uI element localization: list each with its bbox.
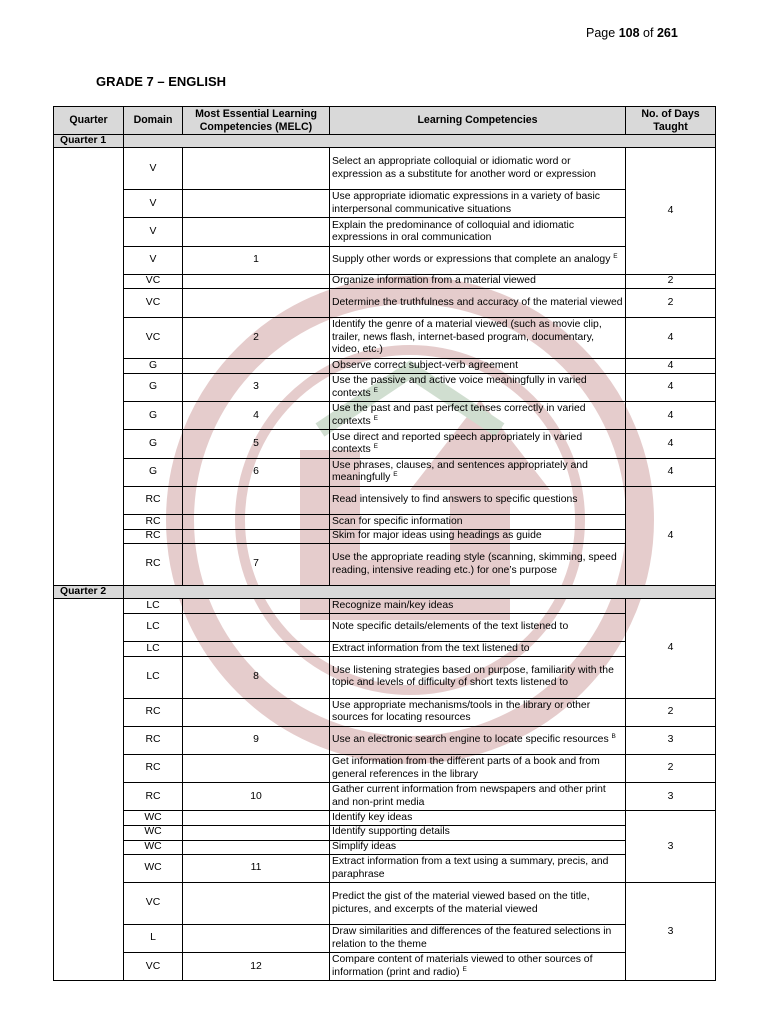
- melc-number-cell: 6: [183, 458, 330, 486]
- competency-text: Use appropriate idiomatic expressions in a variety of basic interpersonal communicative situations: [332, 191, 600, 215]
- domain-cell: RC: [124, 783, 183, 811]
- domain-cell: G: [124, 374, 183, 402]
- melc-number-cell: [183, 614, 330, 642]
- competency-row: [54, 289, 716, 317]
- domain-cell: RC: [124, 726, 183, 754]
- competency-cell: [330, 529, 626, 544]
- competency-text: Use the past and past perfect tenses correctly in varied contexts: [332, 403, 586, 427]
- competency-row: [54, 840, 716, 855]
- days-cell: 2: [626, 289, 716, 317]
- quarter-cell: [54, 148, 124, 585]
- competency-row: [54, 529, 716, 544]
- melc-number-cell: 3: [183, 374, 330, 402]
- competency-cell: [330, 289, 626, 317]
- competency-row: [54, 486, 716, 514]
- domain-cell: G: [124, 402, 183, 430]
- header-domain: Domain: [124, 107, 183, 135]
- competency-text: Skim for major ideas using headings as guide: [332, 530, 542, 542]
- domain-cell: WC: [124, 840, 183, 855]
- competency-text: Determine the truthfulness and accuracy of the material viewed: [332, 296, 623, 308]
- melc-number-cell: [183, 811, 330, 826]
- melc-number-cell: [183, 218, 330, 246]
- days-cell: 2: [626, 274, 716, 289]
- melc-number-cell: [183, 599, 330, 614]
- competency-text: Get information from the different parts of a book and from general references in the library: [332, 756, 600, 780]
- domain-cell: RC: [124, 754, 183, 782]
- competency-row: [54, 925, 716, 953]
- domain-cell: LC: [124, 614, 183, 642]
- melc-number-cell: [183, 289, 330, 317]
- competency-text: Identify the genre of a material viewed (such as movie clip, trailer, news flash, internet-based program, documentary, video, etc.): [332, 319, 602, 356]
- competency-text: Use phrases, clauses, and sentences appropriately and meaningfully: [332, 459, 588, 484]
- competency-row: [54, 514, 716, 529]
- domain-cell: VC: [124, 274, 183, 289]
- days-cell: 2: [626, 698, 716, 726]
- competency-cell: [330, 825, 626, 840]
- melc-number-cell: [183, 883, 330, 925]
- competency-superscript: B: [611, 733, 616, 741]
- domain-cell: G: [124, 359, 183, 374]
- quarter-row-fill: [124, 135, 716, 148]
- competency-cell: [330, 402, 626, 430]
- melc-number-cell: [183, 148, 330, 190]
- competency-row: [54, 754, 716, 782]
- competency-cell: [330, 656, 626, 698]
- page-number: Page 108 of 261: [586, 26, 678, 40]
- quarter-row: [54, 585, 716, 598]
- competency-cell: [330, 190, 626, 218]
- days-cell: 3: [626, 883, 716, 981]
- quarter-label: Quarter 2: [54, 585, 124, 598]
- competency-cell: [330, 811, 626, 826]
- header-days-taught: No. of Days Taught: [626, 107, 716, 135]
- competency-cell: [330, 698, 626, 726]
- competency-row: [54, 855, 716, 883]
- domain-cell: G: [124, 430, 183, 458]
- competency-text: Identify key ideas: [332, 811, 413, 823]
- melc-number-cell: 5: [183, 430, 330, 458]
- competency-cell: [330, 274, 626, 289]
- days-cell: 4: [626, 486, 716, 585]
- melc-number-cell: [183, 925, 330, 953]
- domain-cell: VC: [124, 317, 183, 359]
- competency-text: Gather current information from newspapers and other print and non-print media: [332, 784, 606, 808]
- domain-cell: V: [124, 148, 183, 190]
- domain-cell: WC: [124, 811, 183, 826]
- competency-row: [54, 359, 716, 374]
- melc-number-cell: [183, 754, 330, 782]
- competency-row: [54, 374, 716, 402]
- domain-cell: RC: [124, 514, 183, 529]
- melc-number-cell: [183, 190, 330, 218]
- competency-row: [54, 317, 716, 359]
- melc-number-cell: [183, 274, 330, 289]
- melc-number-cell: [183, 514, 330, 529]
- competency-text: Select an appropriate colloquial or idiomatic word or expression as a substitute for another word or expression: [332, 156, 596, 180]
- competency-text: Scan for specific information: [332, 515, 463, 527]
- days-cell: 4: [626, 359, 716, 374]
- competency-text: Use appropriate mechanisms/tools in the library or other sources for locating resources: [332, 699, 591, 724]
- competency-text: Read intensively to find answers to specific questions: [332, 494, 578, 506]
- competency-row: [54, 953, 716, 981]
- competency-cell: [330, 642, 626, 657]
- competency-superscript: E: [373, 442, 378, 450]
- melc-number-cell: 9: [183, 726, 330, 754]
- competency-cell: [330, 614, 626, 642]
- melc-number-cell: 10: [183, 783, 330, 811]
- days-cell: 4: [626, 317, 716, 359]
- melc-number-cell: 11: [183, 855, 330, 883]
- competency-row: [54, 599, 716, 614]
- melc-number-cell: [183, 642, 330, 657]
- days-cell: 3: [626, 726, 716, 754]
- competency-cell: [330, 953, 626, 981]
- quarter-cell: [54, 599, 124, 981]
- quarter-row: [54, 135, 716, 148]
- melc-number-cell: [183, 359, 330, 374]
- competency-superscript: E: [393, 471, 398, 479]
- competency-superscript: E: [462, 965, 467, 973]
- competency-cell: [330, 754, 626, 782]
- domain-cell: L: [124, 925, 183, 953]
- competency-cell: [330, 783, 626, 811]
- competency-cell: [330, 359, 626, 374]
- competency-cell: [330, 374, 626, 402]
- competency-text: Explain the predominance of colloquial and idiomatic expressions in oral communication: [332, 219, 575, 244]
- competency-row: [54, 656, 716, 698]
- competency-row: [54, 726, 716, 754]
- quarter-label: Quarter 1: [54, 135, 124, 148]
- domain-cell: VC: [124, 289, 183, 317]
- melc-number-cell: [183, 698, 330, 726]
- competency-row: [54, 246, 716, 274]
- days-cell: 4: [626, 402, 716, 430]
- competency-text: Use listening strategies based on purpose, familiarity with the topic and levels of difficulty of short texts listened to: [332, 664, 614, 689]
- melc-table: [53, 106, 716, 981]
- melc-number-cell: 12: [183, 953, 330, 981]
- competency-cell: [330, 544, 626, 586]
- competency-text: Extract information from a text using a summary, precis, and paraphrase: [332, 856, 609, 880]
- days-cell: 4: [626, 599, 716, 698]
- competency-text: Observe correct subject-verb agreement: [332, 359, 518, 371]
- competency-superscript: E: [613, 253, 618, 260]
- domain-cell: RC: [124, 529, 183, 544]
- melc-number-cell: 4: [183, 402, 330, 430]
- competency-text: Use an electronic search engine to locate specific resources: [332, 734, 609, 746]
- competency-cell: [330, 925, 626, 953]
- competency-text: Use direct and reported speech appropriately in varied contexts: [332, 431, 583, 455]
- competency-row: [54, 811, 716, 826]
- domain-cell: G: [124, 458, 183, 486]
- competency-cell: [330, 458, 626, 486]
- days-cell: 3: [626, 783, 716, 811]
- competency-row: [54, 402, 716, 430]
- melc-number-cell: 1: [183, 246, 330, 274]
- competency-cell: [330, 430, 626, 458]
- melc-number-cell: [183, 529, 330, 544]
- competency-row: [54, 642, 716, 657]
- days-cell: 4: [626, 374, 716, 402]
- days-cell: 2: [626, 754, 716, 782]
- competency-row: [54, 883, 716, 925]
- domain-cell: RC: [124, 698, 183, 726]
- domain-cell: LC: [124, 642, 183, 657]
- competency-text: Identify supporting details: [332, 826, 450, 838]
- competency-text: Organize information from a material viewed: [332, 275, 536, 287]
- competency-cell: [330, 726, 626, 754]
- domain-cell: RC: [124, 544, 183, 586]
- melc-number-cell: 7: [183, 544, 330, 586]
- competency-cell: [330, 840, 626, 855]
- melc-number-cell: [183, 840, 330, 855]
- competency-text: Supply other words or expressions that complete an analogy: [332, 254, 611, 265]
- competency-cell: [330, 486, 626, 514]
- competency-text: Recognize main/key ideas: [332, 599, 454, 611]
- competency-row: [54, 274, 716, 289]
- days-cell: 4: [626, 148, 716, 274]
- days-cell: 3: [626, 811, 716, 883]
- melc-number-cell: [183, 486, 330, 514]
- domain-cell: V: [124, 246, 183, 274]
- competency-row: [54, 430, 716, 458]
- competency-superscript: E: [373, 386, 378, 394]
- competency-cell: [330, 246, 626, 274]
- competency-cell: [330, 855, 626, 883]
- competency-row: [54, 698, 716, 726]
- competency-text: Use the passive and active voice meaningfully in varied contexts: [332, 375, 587, 399]
- melc-number-cell: 2: [183, 317, 330, 359]
- competency-text: Use the appropriate reading style (scanning, skimming, speed reading, intensive reading etc.) for one’s purpose: [332, 552, 617, 576]
- competency-cell: [330, 218, 626, 246]
- competency-row: [54, 218, 716, 246]
- domain-cell: WC: [124, 855, 183, 883]
- domain-cell: V: [124, 190, 183, 218]
- competency-cell: [330, 883, 626, 925]
- domain-cell: VC: [124, 953, 183, 981]
- competency-superscript: E: [373, 414, 378, 422]
- competency-text: Draw similarities and differences of the featured selections in relation to the theme: [332, 926, 612, 950]
- competency-text: Predict the gist of the material viewed based on the title, pictures, and excerpts of the material viewed: [332, 891, 590, 915]
- domain-cell: V: [124, 218, 183, 246]
- competency-row: [54, 825, 716, 840]
- quarter-row-fill: [124, 585, 716, 598]
- competency-row: [54, 544, 716, 586]
- melc-number-cell: [183, 825, 330, 840]
- competency-row: [54, 148, 716, 190]
- melc-number-cell: 8: [183, 656, 330, 698]
- competency-cell: [330, 599, 626, 614]
- competency-text: Note specific details/elements of the text listened to: [332, 621, 569, 633]
- competency-cell: [330, 317, 626, 359]
- competency-row: [54, 190, 716, 218]
- domain-cell: RC: [124, 486, 183, 514]
- domain-cell: VC: [124, 883, 183, 925]
- competency-cell: [330, 514, 626, 529]
- domain-cell: WC: [124, 825, 183, 840]
- competency-row: [54, 458, 716, 486]
- domain-cell: LC: [124, 656, 183, 698]
- competency-row: [54, 783, 716, 811]
- header-melc: Most Essential Learning Competencies (MELC): [183, 107, 330, 135]
- domain-cell: LC: [124, 599, 183, 614]
- days-cell: 4: [626, 458, 716, 486]
- competency-text: Compare content of materials viewed to other sources of information (print and radio): [332, 954, 593, 978]
- header-learning-competencies: Learning Competencies: [330, 107, 626, 135]
- competency-row: [54, 614, 716, 642]
- document-title: GRADE 7 – ENGLISH: [96, 74, 227, 89]
- competency-text: Simplify ideas: [332, 841, 397, 853]
- header-quarter: Quarter: [54, 107, 124, 135]
- days-cell: 4: [626, 430, 716, 458]
- competency-text: Extract information from the text listened to: [332, 642, 530, 654]
- competency-cell: [330, 148, 626, 190]
